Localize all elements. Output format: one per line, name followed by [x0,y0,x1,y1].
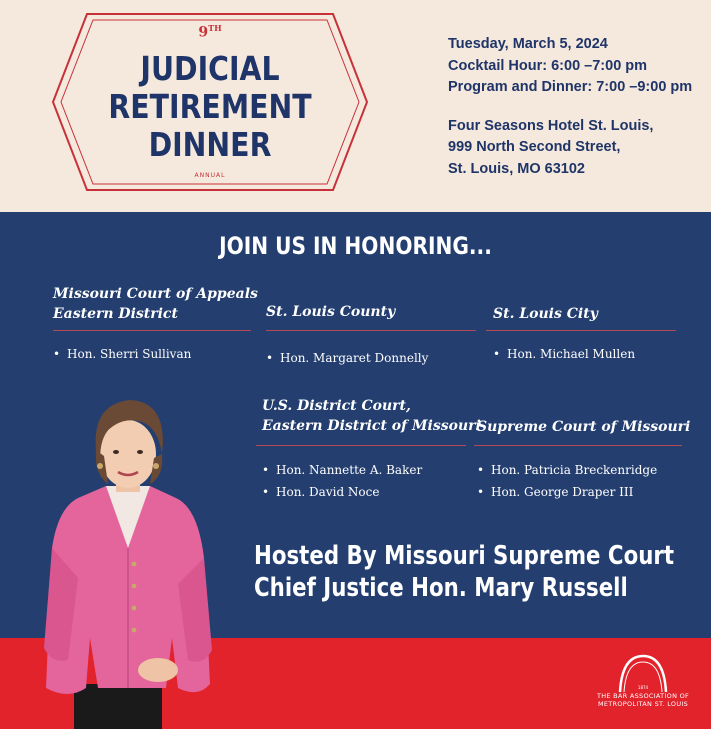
court-name-line: Eastern District of Missouri [262,418,481,434]
edition-number: 9TH [198,23,222,41]
judge-list [266,347,428,369]
logo-text [588,692,698,708]
logo-line-2: METROPOLITAN ST. LOUIS [597,700,689,708]
host-line-2: Chief Justice Hon. Mary Russell [254,573,628,603]
list-item: • Hon. Margaret Donnelly [266,351,429,365]
judge-list [53,343,191,365]
court-name-line: St. Louis City [493,306,598,322]
list-item: • Hon. George Draper III [477,485,634,499]
header-section [0,0,711,212]
divider [474,445,682,446]
venue-city: St. Louis, MO 63102 [448,160,585,177]
list-item: • Hon. Patricia Breckenridge [477,463,658,477]
title-line-3: DINNER [148,125,272,164]
title-line-1: JUDICIAL [140,49,280,88]
cocktail-hour: Cocktail Hour: 6:00 –7:00 pm [448,57,648,74]
title-badge [45,8,375,196]
court-missouri-appeals [53,284,258,324]
title-line-2: RETIREMENT [108,87,312,126]
court-name-line: Eastern District [53,306,178,322]
logo-line-1: THE BAR ASSOCIATION OF [596,692,690,700]
list-item: • Hon. Nannette A. Baker [262,463,423,477]
judge-list [477,459,657,503]
divider [266,330,476,331]
list-item: • Hon. Michael Mullen [493,347,636,361]
event-date: Tuesday, March 5, 2024 [448,36,608,52]
court-us-district [262,396,481,436]
list-item: • Hon. David Noce [262,485,380,499]
court-name-line: Missouri Court of Appeals [53,286,258,302]
portrait-photo [38,388,218,729]
judge-list [493,343,635,365]
court-supreme-missouri [477,417,690,437]
court-name-line: U.S. District Court, [262,398,411,414]
divider [53,330,251,331]
bar-association-logo [588,654,698,716]
host-statement [254,540,674,604]
annual-label: ANNUAL [194,172,226,179]
logo-year: 1874 [637,685,649,690]
court-st-louis-county [266,302,395,322]
court-st-louis-city [493,304,598,324]
venue-street: 999 North Second Street, [448,139,621,155]
list-item: • Hon. Sherri Sullivan [53,347,192,361]
divider [486,330,676,331]
host-line-1: Hosted By Missouri Supreme Court [254,541,675,571]
court-name-line: St. Louis County [266,304,396,320]
judge-list [262,459,422,503]
event-details [448,34,692,180]
program-dinner: Program and Dinner: 7:00 –9:00 pm [448,79,693,95]
venue-name: Four Seasons Hotel St. Louis, [448,117,654,134]
honoring-heading: JOIN US IN HONORING... [219,232,492,260]
court-name-line: Supreme Court of Missouri [477,419,691,435]
divider [256,445,466,446]
